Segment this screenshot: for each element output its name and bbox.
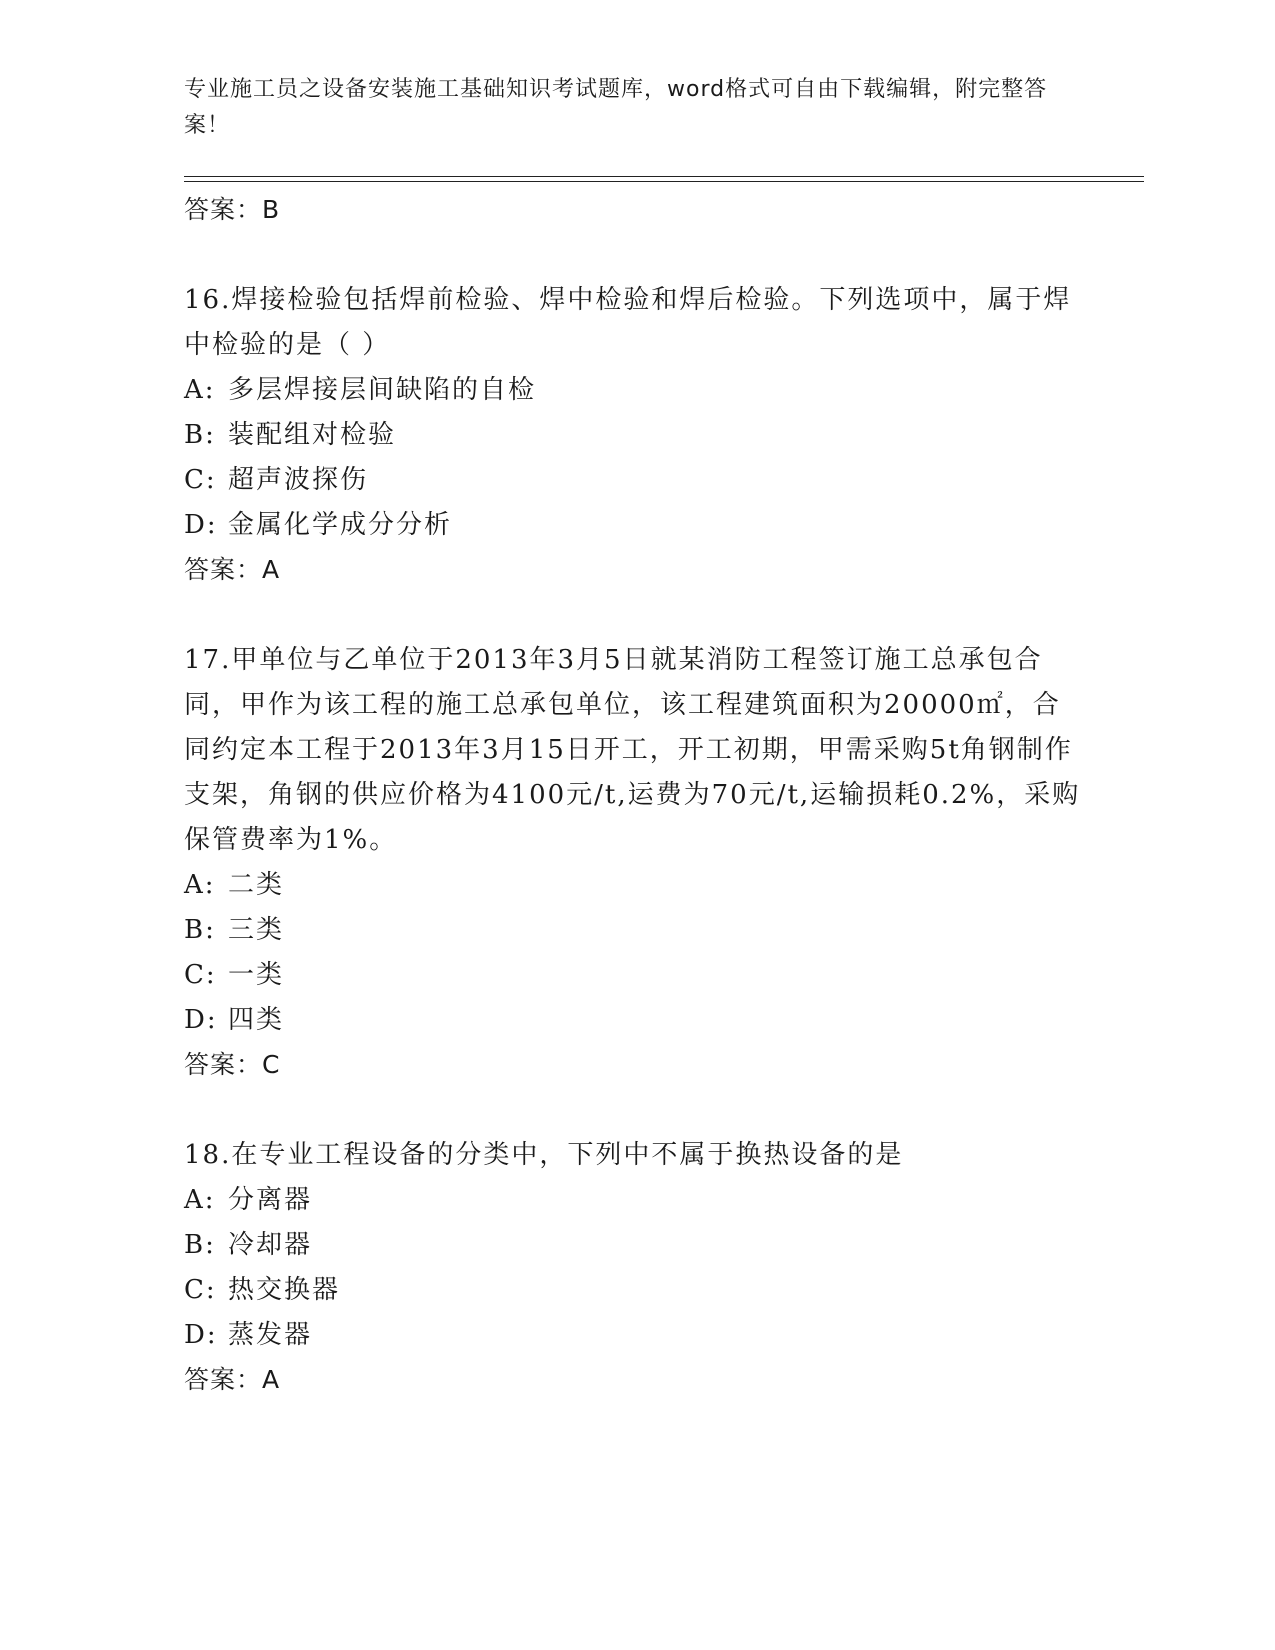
option-letter: D: bbox=[184, 1005, 218, 1035]
option-text: 金属化学成分分析 bbox=[228, 510, 453, 540]
header-divider-top bbox=[184, 176, 1144, 177]
question-17 bbox=[184, 638, 1084, 1087]
option-c bbox=[184, 1268, 1084, 1313]
option-text: 一类 bbox=[228, 960, 285, 990]
option-a bbox=[184, 1178, 1084, 1223]
option-d bbox=[184, 998, 1084, 1043]
option-d bbox=[184, 503, 1084, 548]
option-letter: C: bbox=[184, 465, 217, 495]
option-letter: B: bbox=[184, 1230, 216, 1260]
option-b bbox=[184, 1223, 1084, 1268]
question-18 bbox=[184, 1133, 1084, 1402]
option-c bbox=[184, 458, 1084, 503]
answer-line: 答案：C bbox=[184, 1050, 281, 1079]
option-text: 热交换器 bbox=[228, 1275, 341, 1305]
option-text: 四类 bbox=[228, 1005, 285, 1035]
document-header: 专业施工员之设备安装施工基础知识考试题库，word格式可自由下载编辑，附完整答案！ bbox=[184, 77, 1048, 138]
option-b bbox=[184, 908, 1084, 953]
option-letter: B: bbox=[184, 915, 216, 945]
option-text: 多层焊接层间缺陷的自检 bbox=[228, 375, 537, 405]
question-stem: 17.甲单位与乙单位于2013年3月5日就某消防工程签订施工总承包合同，甲作为该工程的施工总承包单位，该工程建筑面积为20000㎡，合同约定本工程于2013年3月15日开工，开工初期，甲需采购5t角钢制作支架，角钢的供应价格为4100元/t,运费为70元/t,运输损耗0.2%，采购保管费率为1%。 bbox=[184, 645, 1081, 855]
option-letter: D: bbox=[184, 1320, 218, 1350]
option-a bbox=[184, 368, 1084, 413]
answer-line: 答案：B bbox=[184, 195, 281, 224]
option-letter: B: bbox=[184, 420, 216, 450]
option-text: 三类 bbox=[228, 915, 285, 945]
question-stem: 18.在专业工程设备的分类中，下列中不属于换热设备的是 bbox=[184, 1140, 904, 1170]
option-text: 冷却器 bbox=[228, 1230, 313, 1260]
question-16 bbox=[184, 278, 1084, 592]
option-a bbox=[184, 863, 1084, 908]
header-divider-bottom bbox=[184, 181, 1144, 182]
option-d bbox=[184, 1313, 1084, 1358]
option-letter: C: bbox=[184, 1275, 217, 1305]
option-letter: D: bbox=[184, 510, 218, 540]
option-letter: A: bbox=[184, 375, 216, 405]
option-letter: A: bbox=[184, 1185, 216, 1215]
option-text: 装配组对检验 bbox=[228, 420, 397, 450]
answer-line: 答案：A bbox=[184, 555, 281, 584]
option-text: 蒸发器 bbox=[228, 1320, 313, 1350]
question-list bbox=[184, 188, 1084, 1402]
option-letter: C: bbox=[184, 960, 217, 990]
option-text: 分离器 bbox=[228, 1185, 313, 1215]
answer-line: 答案：A bbox=[184, 1365, 281, 1394]
option-b bbox=[184, 413, 1084, 458]
option-text: 二类 bbox=[228, 870, 285, 900]
question-stem: 16.焊接检验包括焊前检验、焊中检验和焊后检验。下列选项中，属于焊中检验的是（ ） bbox=[184, 285, 1072, 360]
option-text: 超声波探伤 bbox=[228, 465, 369, 495]
option-c bbox=[184, 953, 1084, 998]
option-letter: A: bbox=[184, 870, 216, 900]
